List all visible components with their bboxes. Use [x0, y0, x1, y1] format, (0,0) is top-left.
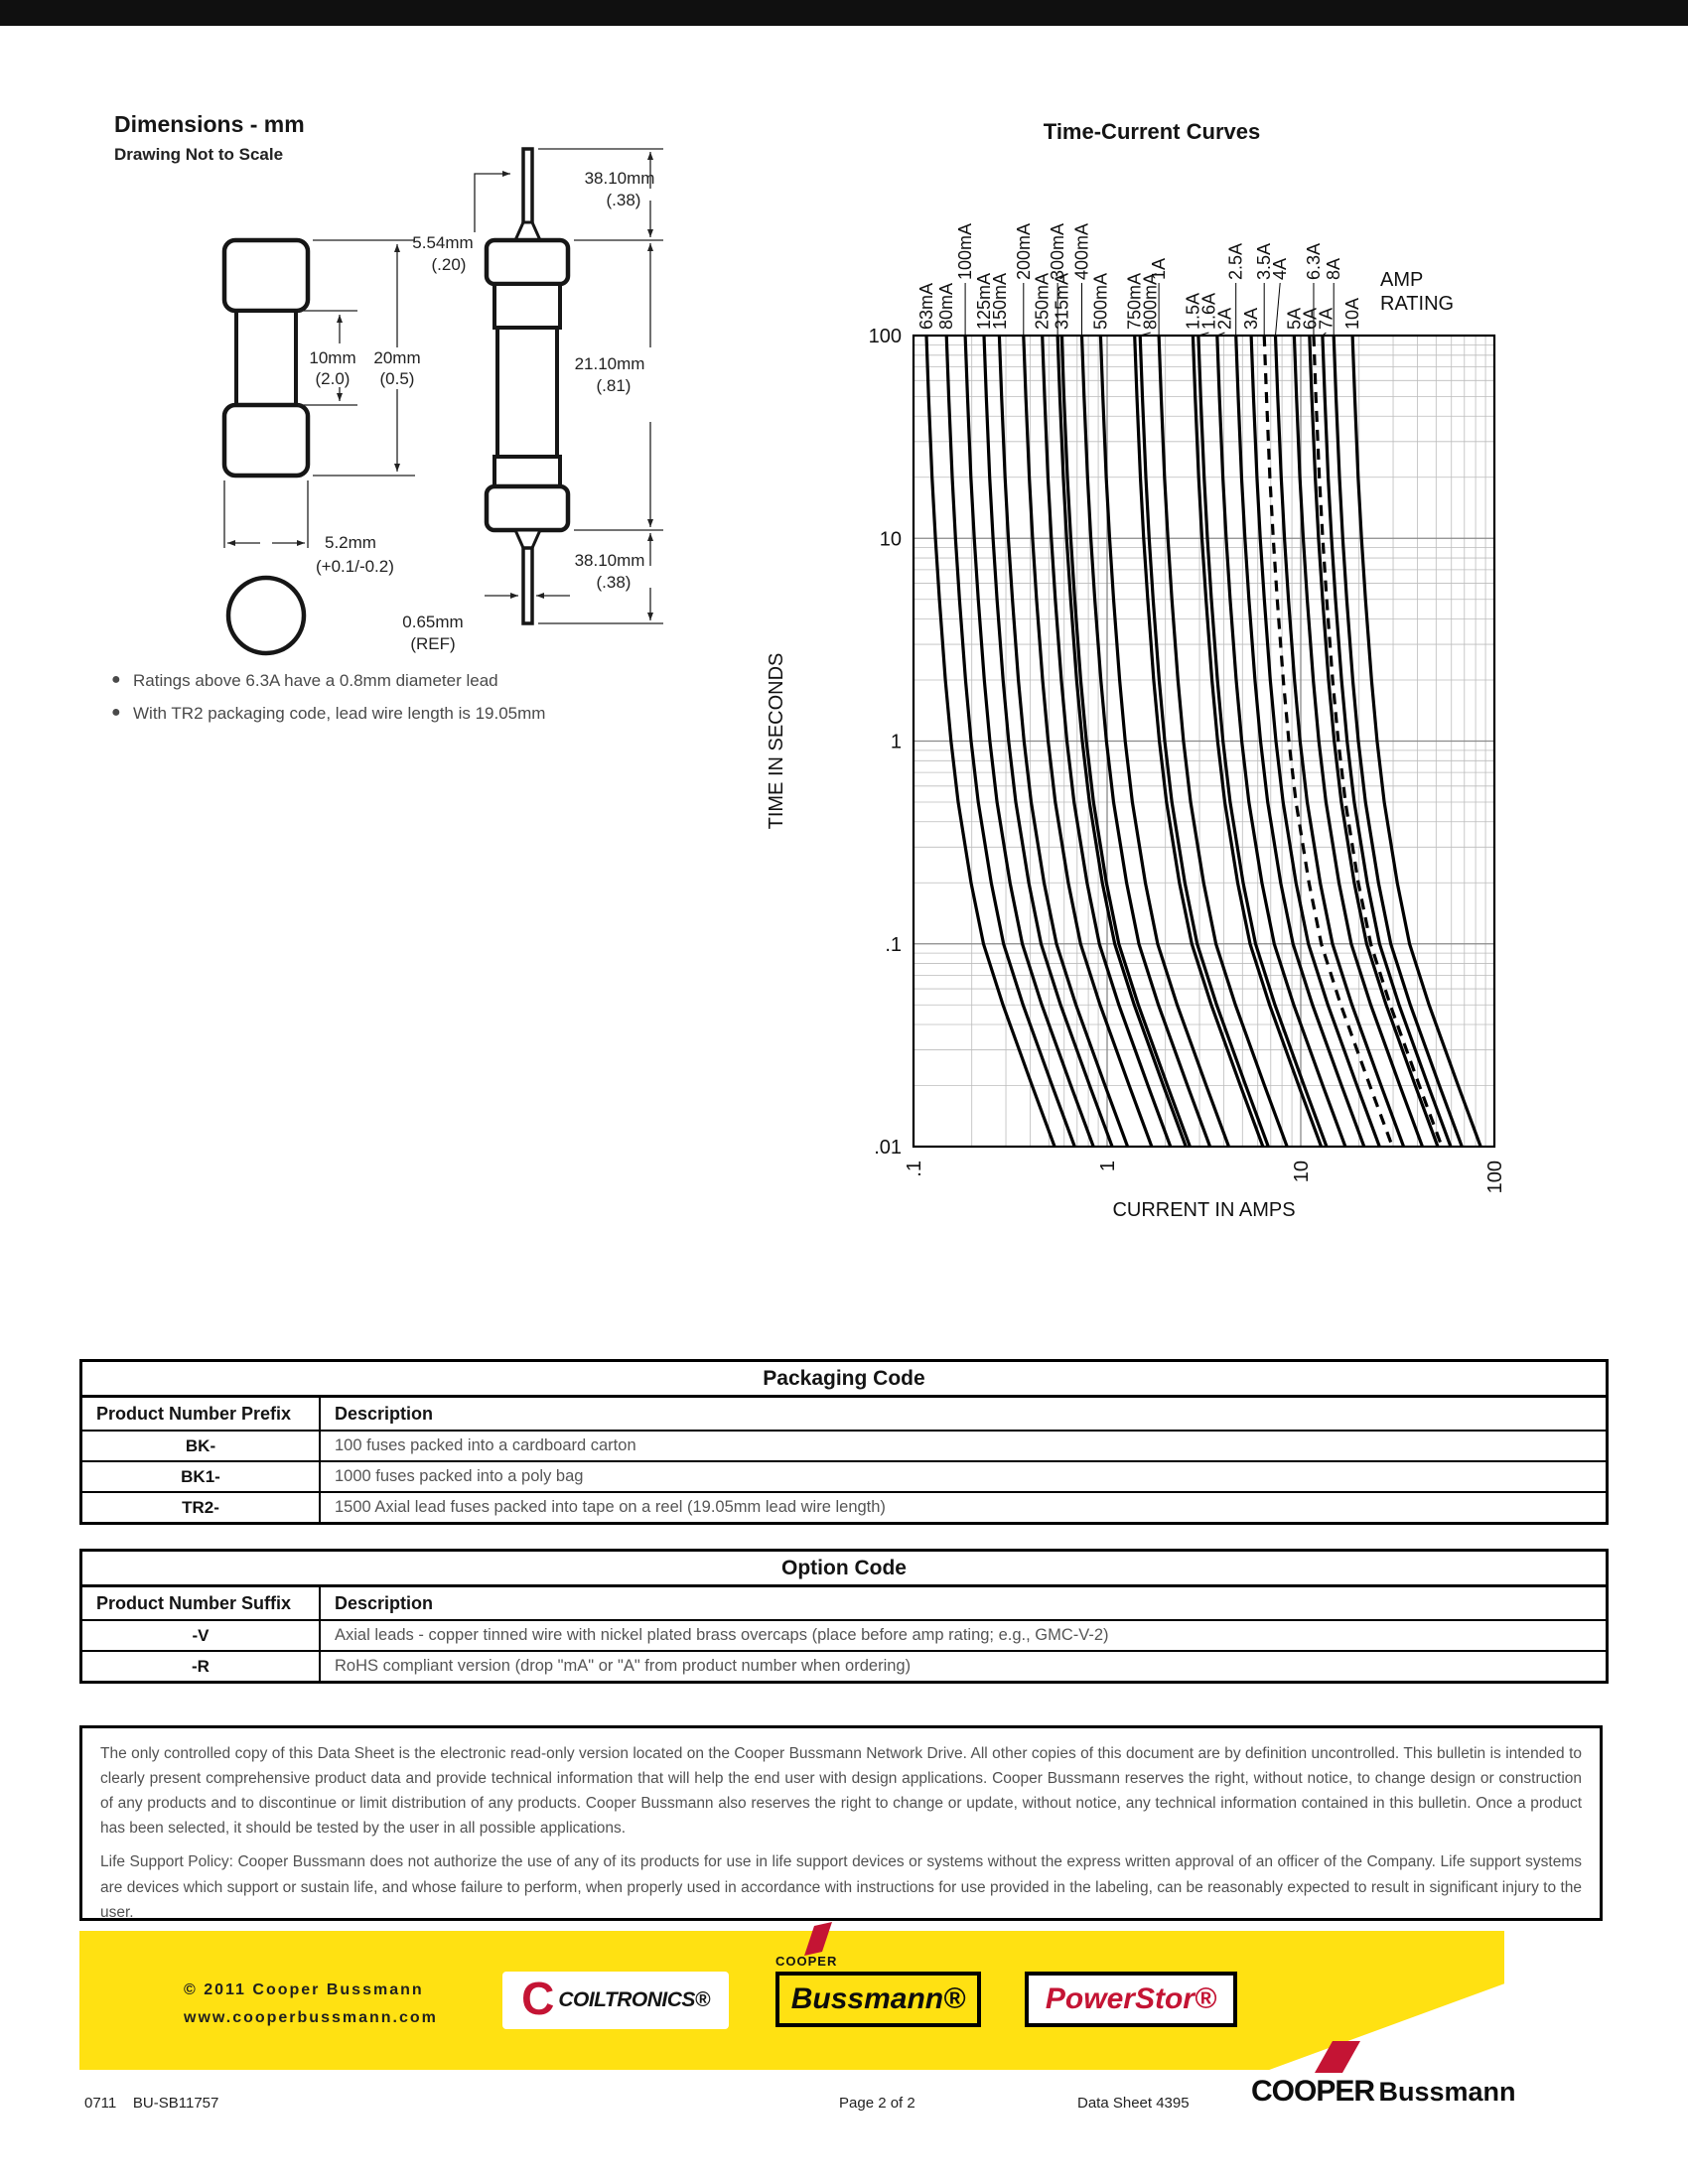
- note-item: [111, 671, 545, 691]
- amp-rating-label: 100mA: [955, 222, 976, 280]
- amp-rating-label: 250mA: [1032, 272, 1053, 330]
- coiltronics-logo: [502, 1972, 729, 2029]
- amp-rating-label: 2.5A: [1225, 242, 1246, 280]
- fuse-front-view: [224, 240, 308, 653]
- col-header: Description: [335, 1404, 434, 1424]
- fuse-axial-view: [487, 149, 568, 623]
- dimension-labels: [309, 169, 654, 653]
- description-cell: 1000 fuses packed into a poly bag: [335, 1467, 584, 1485]
- note-item: [111, 704, 545, 724]
- bottom-lead: [523, 548, 532, 623]
- note-text: Ratings above 6.3A have a 0.8mm diameter lead: [133, 671, 498, 690]
- dim-lead-top-in: (.38): [606, 191, 641, 209]
- chart-title: Time-Current Curves: [1043, 119, 1261, 144]
- amp-rating-label: 63mA: [915, 282, 936, 330]
- dim-len20-in: (0.5): [379, 369, 415, 388]
- amp-rating-label: 7A: [1316, 307, 1336, 330]
- dimension-notes: [111, 671, 545, 737]
- amp-rating-label: 1.5A: [1183, 292, 1203, 330]
- dim-lead-dia: 0.65mm: [402, 613, 464, 631]
- dim-cap: 5.54mm: [412, 233, 474, 252]
- col-header: Product Number Prefix: [82, 1398, 321, 1430]
- table-title: Packaging Code: [82, 1362, 1606, 1398]
- brand-cooper: COOPER: [1251, 2075, 1375, 2108]
- y-tick-label: .1: [885, 933, 902, 956]
- footer-datasheet-number: Data Sheet 4395: [1077, 2095, 1190, 2112]
- legend-title-line2: RATING: [1380, 293, 1455, 315]
- disclaimer-box: [79, 1725, 1603, 1921]
- cooper-small-wordmark: COOPER: [775, 1954, 838, 1969]
- x-axis-title: CURRENT IN AMPS: [1112, 1199, 1296, 1221]
- dim-body: 21.10mm: [574, 354, 645, 373]
- amp-rating-label: 125mA: [973, 272, 994, 330]
- amp-rating-label: 800mA: [1140, 272, 1161, 330]
- y-axis-title: TIME IN SECONDS: [766, 652, 787, 830]
- coiltronics-c-icon: C: [521, 1973, 555, 2024]
- dimensions-title: Dimensions - mm: [114, 111, 305, 137]
- amp-rating-label: 1A: [1149, 257, 1170, 280]
- life-support-paragraph: Life Support Policy: Cooper Bussmann does not authorize the use of any of its products for use in life support devices or systems without the express written approval of an officer of the Company. Life support systems are devices which support or sustain life, and whose failure to perform, when properly used in accordance with instructions for use provided in the labeling, can be reasonably expected to result in significant injury to the user.: [100, 1853, 1582, 1921]
- table-header-row: [82, 1587, 1606, 1619]
- description-cell: 100 fuses packed into a cardboard carton: [335, 1436, 636, 1454]
- description-cell: RoHS compliant version (drop "mA" or "A" from product number when ordering): [335, 1657, 912, 1675]
- amp-rating-label: 500mA: [1090, 272, 1111, 330]
- dim-len10-in: (2.0): [315, 369, 351, 388]
- coiltronics-wordmark: COILTRONICS®: [558, 1988, 710, 2011]
- powerstor-wordmark: PowerStor®: [1045, 1982, 1217, 2015]
- amp-rating-label: 6A: [1300, 307, 1321, 330]
- amp-rating-label: 6.3A: [1303, 242, 1324, 280]
- dim-dia: 5.2mm: [325, 533, 376, 552]
- brand-bussmann: Bussmann: [1378, 2077, 1516, 2107]
- suffix-cell: -V: [82, 1621, 321, 1650]
- footer-copyright: [184, 1977, 438, 2032]
- dim-cap-in: (.20): [431, 255, 467, 274]
- page-top-bar: [0, 0, 1688, 26]
- x-tick-label: 10: [1291, 1160, 1313, 1183]
- amp-rating-label: 300mA: [1048, 222, 1068, 280]
- cooper-flame-icon: [800, 1922, 836, 1956]
- packaging-code-table: [79, 1359, 1609, 1525]
- amp-rating-label: 400mA: [1071, 222, 1092, 280]
- table-row: [82, 1460, 1606, 1491]
- dim-lead-bot-in: (.38): [596, 573, 632, 592]
- x-tick-label: .1: [904, 1160, 925, 1177]
- amp-rating-label: 10A: [1342, 297, 1363, 330]
- cooper-rhombus-icon: [1303, 2041, 1372, 2073]
- amp-rating-label: 3A: [1241, 307, 1262, 330]
- description-cell: Axial leads - copper tinned wire with nickel plated brass overcaps (place before amp rating; e.g., GMC-V-2): [335, 1626, 1109, 1644]
- amp-rating-label: 8A: [1324, 257, 1344, 280]
- table-row: [82, 1619, 1606, 1650]
- legend-title-line1: AMP: [1380, 269, 1424, 291]
- dim-body-in: (.81): [596, 376, 632, 395]
- amp-rating-label: 80mA: [936, 282, 957, 330]
- dimensions-subtitle: Drawing Not to Scale: [114, 145, 284, 164]
- dim-dia-tol: (+0.1/-0.2): [316, 557, 394, 576]
- amp-rating-label: 750mA: [1124, 272, 1145, 330]
- table-row: [82, 1650, 1606, 1681]
- fuse-end-view: [228, 578, 304, 653]
- bullet-icon: ●: [111, 671, 121, 688]
- website-link[interactable]: www.cooperbussmann.com: [184, 2009, 438, 2026]
- option-code-table: [79, 1549, 1609, 1684]
- table-row: [82, 1430, 1606, 1460]
- description-cell: 1500 Axial lead fuses packed into tape on a reel (19.05mm lead wire length): [335, 1498, 886, 1516]
- cooper-bussmann-brand: [1251, 2075, 1516, 2109]
- table-row: [82, 1491, 1606, 1522]
- amp-rating-label: 200mA: [1013, 222, 1034, 280]
- curve-7A: [1323, 336, 1467, 1191]
- prefix-cell: BK-: [82, 1432, 321, 1460]
- copyright-text: © 2011 Cooper Bussmann: [184, 1981, 424, 1998]
- top-lead: [523, 149, 532, 228]
- table-title: Option Code: [82, 1552, 1606, 1587]
- y-tick-label: 10: [879, 528, 902, 551]
- time-current-chart: [695, 119, 1569, 1271]
- bussmann-wordmark: Bussmann®: [790, 1982, 966, 2015]
- dim-lead-top: 38.10mm: [584, 169, 655, 188]
- dim-len20: 20mm: [373, 348, 421, 367]
- fuse-curves: [926, 336, 1496, 1191]
- dim-lead-bot: 38.10mm: [574, 551, 645, 570]
- table-header-row: [82, 1398, 1606, 1430]
- y-tick-label: 1: [890, 731, 902, 753]
- label-leader-line: [1276, 283, 1281, 336]
- amp-rating-label: 1.6A: [1198, 292, 1219, 330]
- bullet-icon: ●: [111, 704, 121, 721]
- amp-rating-label: 315mA: [1052, 272, 1072, 330]
- note-text: With TR2 packaging code, lead wire length is 19.05mm: [133, 704, 546, 723]
- prefix-cell: BK1-: [82, 1462, 321, 1491]
- powerstor-logo: [1025, 1972, 1237, 2027]
- footer-page-number: Page 2 of 2: [839, 2095, 915, 2112]
- col-header: Description: [335, 1593, 434, 1613]
- amp-rating-label: 2A: [1214, 307, 1235, 330]
- amp-rating-label: 3.5A: [1254, 242, 1275, 280]
- suffix-cell: -R: [82, 1652, 321, 1681]
- amp-rating-label: 4A: [1270, 257, 1291, 280]
- y-tick-label: 100: [868, 326, 902, 347]
- dim-lead-dia-ref: (REF): [410, 634, 456, 653]
- x-tick-label: 1: [1097, 1160, 1119, 1172]
- x-tick-label: 100: [1484, 1160, 1506, 1194]
- prefix-cell: TR2-: [82, 1493, 321, 1522]
- footer-doc-number: 0711 BU-SB11757: [84, 2095, 219, 2112]
- disclaimer-paragraph: The only controlled copy of this Data Sheet is the electronic read-only version located on the Cooper Bussmann Network Drive. All other copies of this document are by definition uncontrolled. This bulletin is intended to clearly present comprehensive product data and provide technical information that will help the end user with design applications. Cooper Bussmann reserves the right, without notice, to change design or construction of any products and to discontinue or limit distribution of any products. Cooper Bussmann also reserves the right to change or update, without notice, any technical information contained in this bulletin. Once a product has been selected, it should be tested by the user in all possible applications.: [100, 1745, 1582, 1838]
- col-header: Product Number Suffix: [82, 1587, 321, 1619]
- amp-rating-label: 5A: [1284, 307, 1305, 330]
- y-tick-label: .01: [874, 1137, 902, 1159]
- dim-len10: 10mm: [309, 348, 356, 367]
- bussmann-logo: [775, 1972, 981, 2027]
- amp-rating-label: 150mA: [989, 272, 1010, 330]
